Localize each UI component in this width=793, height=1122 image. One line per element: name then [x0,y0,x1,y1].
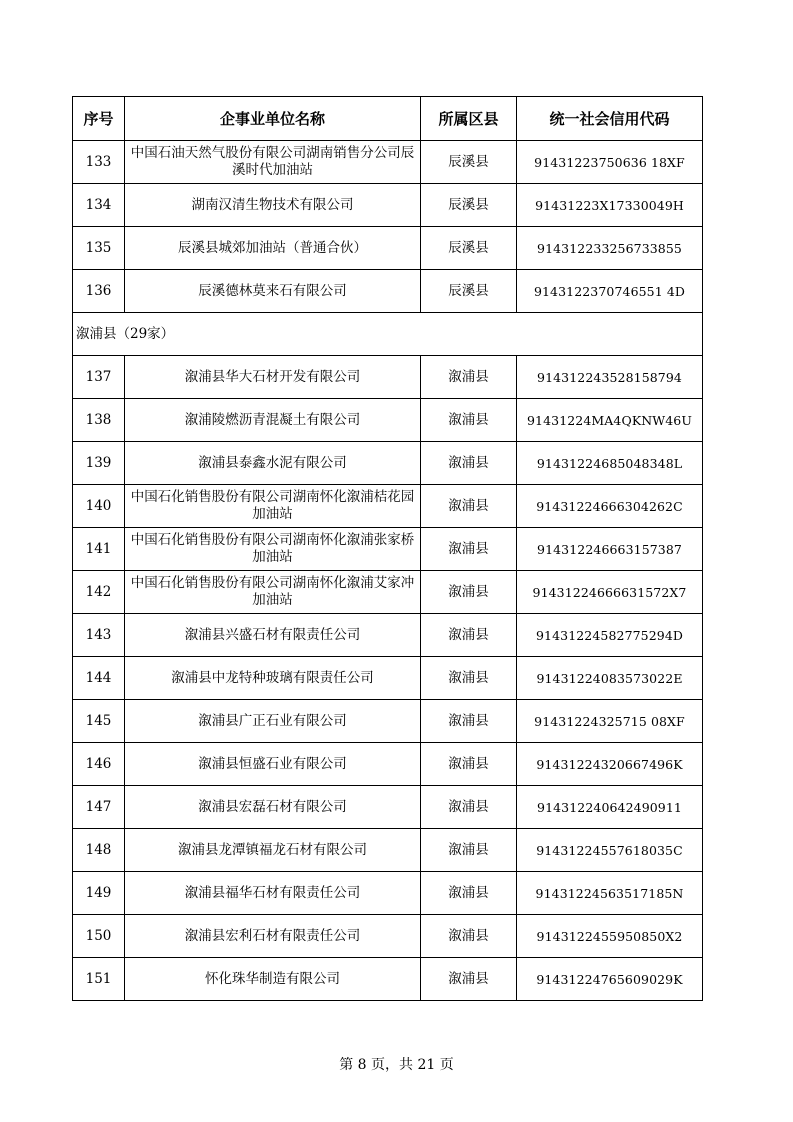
table-row [73,614,703,657]
row-code: 91431224765609029K [517,958,703,1001]
table-row [73,270,703,313]
row-seq: 146 [73,743,125,786]
group-row [73,313,703,356]
row-county: 辰溪县 [421,184,517,227]
table-row [73,958,703,1001]
row-code: 91431224666631572X7 [517,571,703,614]
row-seq: 148 [73,829,125,872]
row-code: 91431223750636 18XF [517,141,703,184]
table-row [73,786,703,829]
row-seq: 134 [73,184,125,227]
row-county: 溆浦县 [421,915,517,958]
table-row [73,743,703,786]
row-county: 溆浦县 [421,399,517,442]
row-name: 溆浦县兴盛石材有限责任公司 [125,614,421,657]
row-seq: 136 [73,270,125,313]
row-code: 91431224582775294D [517,614,703,657]
row-county: 溆浦县 [421,528,517,571]
row-seq: 142 [73,571,125,614]
row-seq: 149 [73,872,125,915]
table-row [73,227,703,270]
header-county: 所属区县 [421,97,517,141]
enterprise-table [72,96,703,1001]
row-seq: 147 [73,786,125,829]
row-seq: 137 [73,356,125,399]
row-name: 中国石油天然气股份有限公司湖南销售分公司辰溪时代加油站 [125,141,421,184]
row-county: 溆浦县 [421,958,517,1001]
table-row [73,700,703,743]
row-code: 91431223X17330049H [517,184,703,227]
table-header-row [73,97,703,141]
row-county: 溆浦县 [421,829,517,872]
row-seq: 138 [73,399,125,442]
row-name: 溆浦县宏利石材有限责任公司 [125,915,421,958]
row-seq: 139 [73,442,125,485]
table-row [73,915,703,958]
page-footer: 第 8 页，共 21 页 [339,1057,454,1073]
table-row [73,829,703,872]
row-county: 溆浦县 [421,743,517,786]
row-code: 9143122455950850X2 [517,915,703,958]
row-county: 溆浦县 [421,485,517,528]
row-county: 溆浦县 [421,571,517,614]
row-seq: 151 [73,958,125,1001]
row-county: 溆浦县 [421,657,517,700]
header-seq: 序号 [73,97,125,141]
table-row [73,184,703,227]
row-seq: 140 [73,485,125,528]
row-seq: 133 [73,141,125,184]
row-seq: 143 [73,614,125,657]
row-name: 湖南汉清生物技术有限公司 [125,184,421,227]
row-name: 溆浦县龙潭镇福龙石材有限公司 [125,829,421,872]
row-name: 溆浦县泰鑫水泥有限公司 [125,442,421,485]
row-code: 914312240642490911 [517,786,703,829]
row-seq: 141 [73,528,125,571]
row-name: 溆浦县宏磊石材有限公司 [125,786,421,829]
row-name: 溆浦县恒盛石业有限公司 [125,743,421,786]
header-name: 企事业单位名称 [125,97,421,141]
table-body [73,141,703,1001]
row-name: 辰溪德林莫来石有限公司 [125,270,421,313]
row-county: 溆浦县 [421,786,517,829]
row-county: 溆浦县 [421,700,517,743]
row-name: 溆浦县福华石材有限责任公司 [125,872,421,915]
row-seq: 144 [73,657,125,700]
table-row [73,442,703,485]
row-name: 中国石化销售股份有限公司湖南怀化溆浦艾家冲加油站 [125,571,421,614]
enterprise-table-sheet [72,96,700,1001]
group-label: 溆浦县（29家） [73,313,703,356]
row-name: 溆浦陵燃沥青混凝土有限公司 [125,399,421,442]
row-county: 溆浦县 [421,614,517,657]
row-code: 91431224685048348L [517,442,703,485]
row-county: 溆浦县 [421,872,517,915]
table-row [73,872,703,915]
row-name: 中国石化销售股份有限公司湖南怀化溆浦张家桥加油站 [125,528,421,571]
row-name: 溆浦县中龙特种玻璃有限责任公司 [125,657,421,700]
table-row [73,141,703,184]
row-code: 91431224320667496K [517,743,703,786]
row-code: 914312233256733855 [517,227,703,270]
row-name: 怀化珠华制造有限公司 [125,958,421,1001]
table-row [73,356,703,399]
header-code: 统一社会信用代码 [517,97,703,141]
row-code: 91431224666304262C [517,485,703,528]
row-county: 辰溪县 [421,141,517,184]
row-seq: 135 [73,227,125,270]
table-row [73,485,703,528]
row-county: 辰溪县 [421,270,517,313]
row-county: 溆浦县 [421,356,517,399]
row-code: 91431224557618035C [517,829,703,872]
row-code: 91431224083573022E [517,657,703,700]
table-row [73,571,703,614]
row-name: 溆浦县广正石业有限公司 [125,700,421,743]
row-code: 91431224325715 08XF [517,700,703,743]
row-code: 91431224563517185N [517,872,703,915]
row-code: 914312246663157387 [517,528,703,571]
row-county: 溆浦县 [421,442,517,485]
table-row [73,657,703,700]
row-name: 中国石化销售股份有限公司湖南怀化溆浦桔花园加油站 [125,485,421,528]
row-code: 9143122370746551 4D [517,270,703,313]
table-row [73,528,703,571]
row-county: 辰溪县 [421,227,517,270]
row-seq: 145 [73,700,125,743]
row-code: 91431224MA4QKNW46U [517,399,703,442]
table-row [73,399,703,442]
row-name: 溆浦县华大石材开发有限公司 [125,356,421,399]
row-name: 辰溪县城郊加油站（普通合伙） [125,227,421,270]
row-code: 914312243528158794 [517,356,703,399]
row-seq: 150 [73,915,125,958]
